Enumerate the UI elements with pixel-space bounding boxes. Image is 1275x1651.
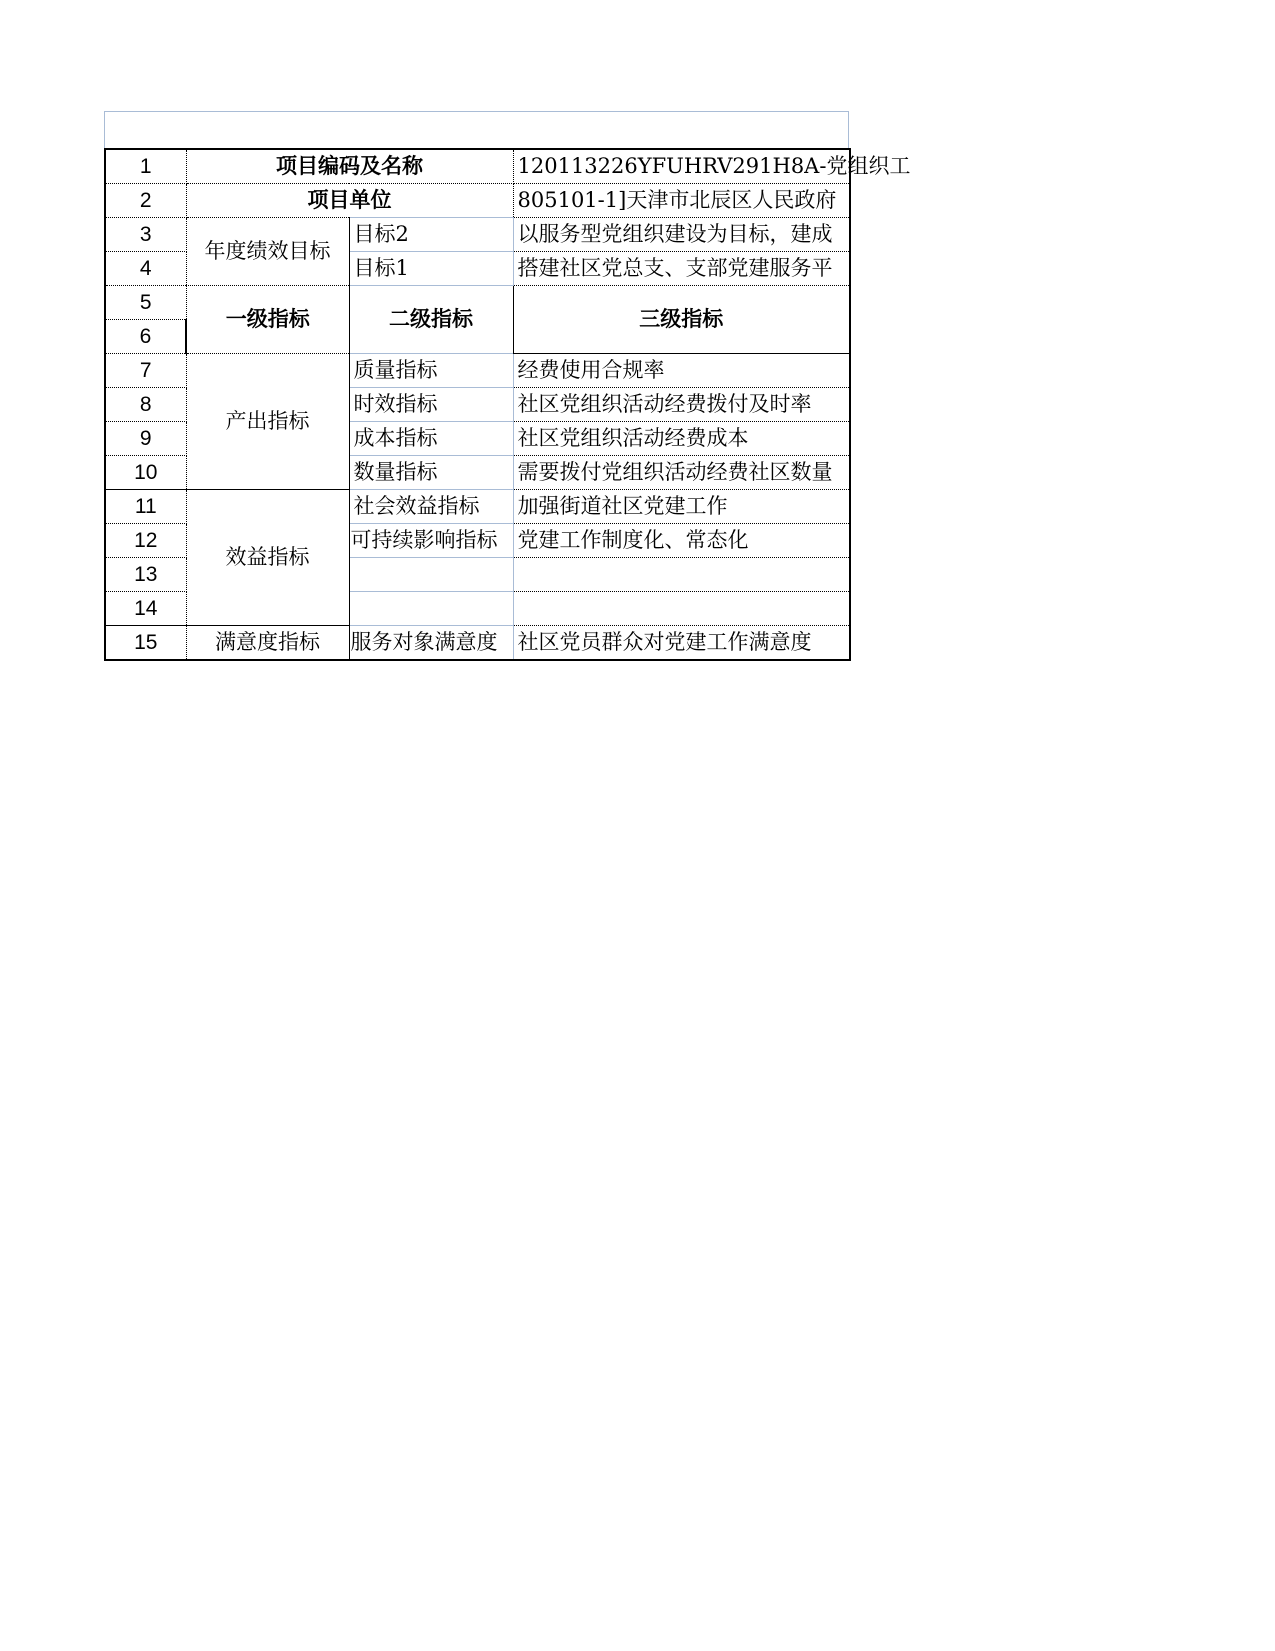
goal-2-value: 以服务型党组织建设为目标，建成	[513, 218, 850, 252]
row-number: 5	[105, 286, 186, 320]
output-indicator-label: 产出指标	[186, 354, 349, 490]
row-number: 12	[105, 524, 186, 558]
timeliness-indicator-value: 社区党组织活动经费拨付及时率	[513, 388, 850, 422]
empty-sub-cell	[349, 558, 513, 592]
header-level-3: 三级指标	[513, 286, 850, 354]
performance-table	[104, 148, 911, 661]
row-number: 13	[105, 558, 186, 592]
table-row	[105, 490, 850, 524]
empty-sub-cell	[349, 592, 513, 626]
cost-indicator-label: 成本指标	[349, 422, 513, 456]
row-number: 15	[105, 626, 186, 661]
row-number: 11	[105, 490, 186, 524]
quantity-indicator-value: 需要拨付党组织活动经费社区数量	[513, 456, 850, 490]
project-code-value: 120113226YFUHRV291H8A-党组织工	[513, 149, 850, 184]
social-benefit-label: 社会效益指标	[349, 490, 513, 524]
row-number: 7	[105, 354, 186, 388]
goal-2-label: 目标2	[349, 218, 513, 252]
project-unit-label: 项目单位	[186, 184, 513, 218]
table-row	[105, 354, 850, 388]
table-row	[105, 626, 850, 661]
goal-1-value: 搭建社区党总支、支部党建服务平	[513, 252, 850, 286]
row-number: 6	[105, 320, 186, 354]
table-row	[105, 286, 850, 320]
table-row	[105, 149, 850, 184]
row-number: 2	[105, 184, 186, 218]
sustainability-label: 可持续影响指标	[349, 524, 513, 558]
social-benefit-value: 加强街道社区党建工作	[513, 490, 850, 524]
project-code-label: 项目编码及名称	[186, 149, 513, 184]
row-number: 8	[105, 388, 186, 422]
title-row	[104, 111, 849, 148]
annual-goal-label: 年度绩效目标	[186, 218, 349, 286]
service-satisfaction-value: 社区党员群众对党建工作满意度	[513, 626, 850, 661]
quality-indicator-value: 经费使用合规率	[513, 354, 850, 388]
header-level-2: 二级指标	[349, 286, 513, 354]
quantity-indicator-label: 数量指标	[349, 456, 513, 490]
timeliness-indicator-label: 时效指标	[349, 388, 513, 422]
table-row	[105, 184, 850, 218]
row-number: 3	[105, 218, 186, 252]
header-level-1: 一级指标	[186, 286, 349, 354]
quality-indicator-label: 质量指标	[349, 354, 513, 388]
row-number: 1	[105, 149, 186, 184]
service-satisfaction-label: 服务对象满意度	[349, 626, 513, 661]
row-number: 10	[105, 456, 186, 490]
empty-value-cell	[513, 592, 850, 626]
empty-value-cell	[513, 558, 850, 592]
performance-table-sheet	[104, 111, 911, 661]
sustainability-value: 党建工作制度化、常态化	[513, 524, 850, 558]
project-unit-value: 805101-1]天津市北辰区人民政府	[513, 184, 850, 218]
row-number: 9	[105, 422, 186, 456]
row-number: 4	[105, 252, 186, 286]
goal-1-label: 目标1	[349, 252, 513, 286]
row-number: 14	[105, 592, 186, 626]
satisfaction-indicator-label: 满意度指标	[186, 626, 349, 661]
table-row	[105, 218, 850, 252]
cost-indicator-value: 社区党组织活动经费成本	[513, 422, 850, 456]
benefit-indicator-label: 效益指标	[186, 490, 349, 626]
